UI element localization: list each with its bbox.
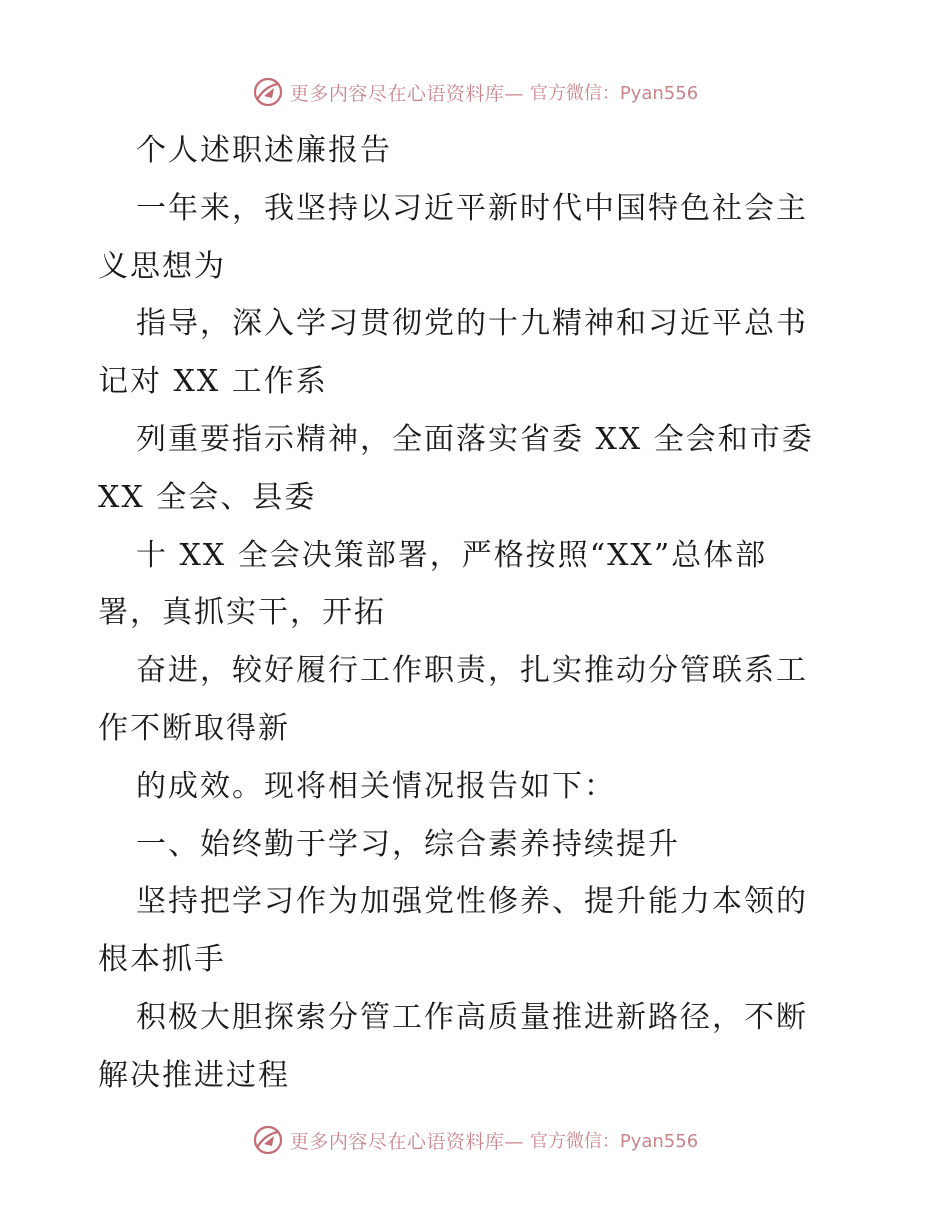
watermark-text: 更多内容尽在心语资料库— bbox=[289, 82, 524, 105]
document-line: 根本抓手 bbox=[98, 942, 226, 978]
document-line: 列重要指示精神，全面落实省委 XX 全会和市委 bbox=[136, 421, 814, 457]
document-line: 的成效。现将相关情况报告如下： bbox=[136, 768, 616, 804]
document-line: 义思想为 bbox=[98, 248, 226, 284]
document-line: 奋进，较好履行工作职责，扎实推动分管联系工 bbox=[136, 653, 808, 689]
document-line: 记对 XX 工作系 bbox=[98, 364, 328, 400]
document-line: XX 全会、县委 bbox=[98, 479, 317, 515]
watermark-text: 更多内容尽在心语资料库— bbox=[289, 1130, 524, 1153]
document-line: 个人述职述廉报告 bbox=[136, 133, 392, 168]
document-line: 署，真抓实干，开拓 bbox=[98, 595, 386, 631]
document-line: 一、始终勤于学习，综合素养持续提升 bbox=[136, 826, 680, 862]
document-line: 一年来，我坚持以习近平新时代中国特色社会主 bbox=[136, 190, 808, 226]
document-line: 解决推进过程 bbox=[98, 1057, 290, 1093]
watermark-wechat: 官方微信：Pyan556 bbox=[529, 1131, 699, 1152]
pen-logo-icon bbox=[252, 1124, 284, 1156]
watermark-wechat: 官方微信：Pyan556 bbox=[529, 83, 699, 104]
document-line: 指导，深入学习贯彻党的十九精神和习近平总书 bbox=[136, 306, 808, 342]
document-line: 坚持把学习作为加强党性修养、提升能力本领的 bbox=[136, 884, 808, 920]
document-line: 十 XX 全会决策部署，严格按照“XX”总体部 bbox=[136, 537, 768, 573]
document-body bbox=[98, 122, 858, 1105]
pen-logo-icon bbox=[252, 76, 284, 108]
document-line: 作不断取得新 bbox=[98, 710, 290, 746]
header-watermark bbox=[0, 72, 950, 112]
footer-watermark bbox=[0, 1120, 950, 1160]
document-line: 积极大胆探索分管工作高质量推进新路径，不断 bbox=[136, 999, 808, 1035]
